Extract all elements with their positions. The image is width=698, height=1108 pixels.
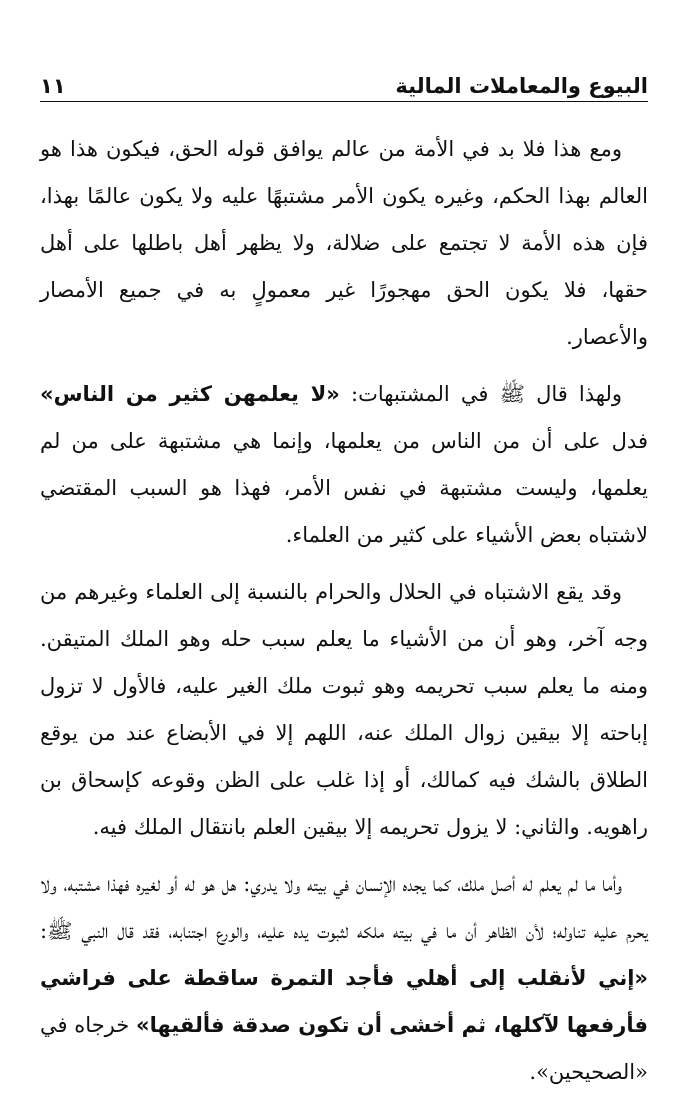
hadith-quote: «لا يعلمهن كثير من الناس» (40, 382, 340, 406)
paragraph-text: ولهذا قال ﷺ في المشتبهات: (339, 382, 622, 406)
paragraph-3 (40, 569, 648, 851)
paragraph-text: فدل على أن من الناس من يعلمها، وإنما هي مشتبهة على من لم يعلمها، وليست مشتبهة في نفس الأمر، فهذا هو السبب المقتضي لاشتباه بعض الأشياء على كثير من العلماء. (40, 429, 648, 547)
paragraph-text: وأما ما لم يعلم له أصل ملك، كما يجده الإنسان في بيته ولا يدري: هل هو له أو لغيره فهذا مشتبه، ولا يحرم عليه تناوله؛ لأن الظاهر أن ما في بيته ملكه لثبوت يده عليه، والورع اجتنابه، فقد قال النبي ﷺ: (40, 872, 648, 943)
page-number: ١١ (40, 74, 66, 98)
running-title: البيوع والمعاملات المالية (395, 74, 648, 98)
page-body (40, 126, 648, 1106)
paragraph-4 (40, 861, 648, 1096)
hadith-quote: «إني لأنقلب إلى أهلي فأجد التمرة ساقطة على فراشي فأرفعها لآكلها، ثم أخشى أن تكون صدقة فألقيها» (40, 966, 648, 1037)
paragraph-2 (40, 371, 648, 559)
paragraph-text: خرجاه في «الصحيحين». (40, 1013, 648, 1084)
paragraph-text: وقد يقع الاشتباه في الحلال والحرام بالنسبة إلى العلماء وغيرهم من وجه آخر، وهو أن من الأشياء ما يعلم سبب حله وهو الملك المتيقن. ومنه ما يعلم سبب تحريمه وهو ثبوت ملك الغير عليه، فالأول لا تزول إباحته إلا بيقين زوال الملك عنه، اللهم إلا في الأبضاع عند من يوقع الطلاق بالشك فيه كمالك، أو إذا غلب على الظن وقوعه كإسحاق بن راهويه. والثاني: لا يزول تحريمه إلا بيقين العلم بانتقال الملك فيه. (40, 580, 648, 839)
page-header (40, 62, 648, 98)
paragraph-text: ومع هذا فلا بد في الأمة من عالم يوافق قوله الحق، فيكون هذا هو العالم بهذا الحكم، وغيره يكون الأمر مشتبهًا عليه ولا يكون عالمًا بهذا، فإن هذه الأمة لا تجتمع على ضلالة، ولا يظهر أهل باطلها على أهل حقها، فلا يكون الحق مهجورًا غير معمولٍ به في جميع الأمصار والأعصار. (40, 137, 648, 349)
header-rule (40, 101, 648, 102)
paragraph-1 (40, 126, 648, 361)
